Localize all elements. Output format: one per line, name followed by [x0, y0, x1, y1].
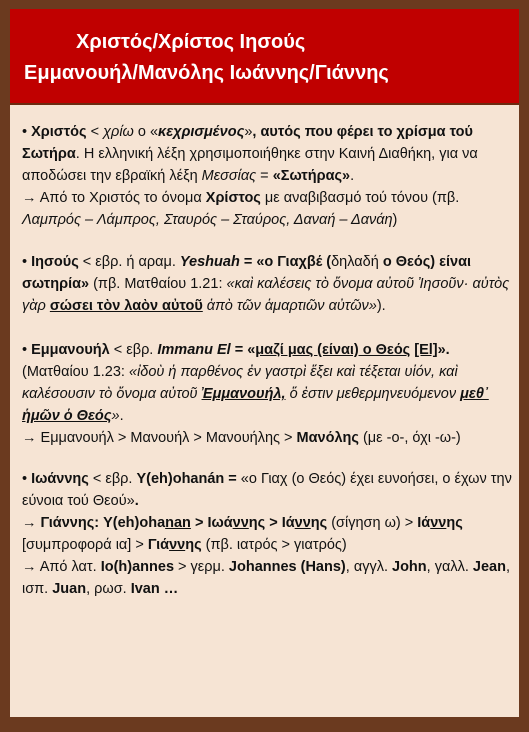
- iesous-definition: • Ιησούς < εβρ. ή αραμ. Yeshuah = «ο Γιαχβέ (δηλαδή ο Θεός) είναι σωτηρία» (πβ. Ματθαίου 1.21: «καὶ καλέσεις τὸ ὄνομα αὐτοῦ Ἰησοῦν· αὐτὸς γὰρ σώσει τὸν λαὸν αὐτοῦ ἀπὸ τῶν ἁμαρτιῶν αὐτῶν»).: [22, 254, 510, 314]
- ioannis-definition: • Ιωάννης < εβρ. Y(eh)ohanán = «ο Γιαχ (ο Θεός) έχει ευνοήσει, ο έχων την εύνοια τού Θεού».: [22, 471, 512, 509]
- name-emmanouil: Εμμανουήλ: [31, 342, 110, 358]
- name-christos: Χριστός: [31, 124, 87, 140]
- christos-definition: • Χριστός < χρίω ο «κεχρισμένος», αυτός που φέρει το χρίσμα τού Σωτήρα. Η ελληνική λέξη χρησιμοποιήθηκε στην Καινή Διαθήκη, για να αποδώσει την εβραϊκή λέξη Μεσσίας = «Σωτήρας».: [22, 124, 478, 184]
- title-line-2: Εμμανουήλ/Μανόλης Ιωάννης/Γιάννης: [24, 62, 389, 84]
- ioannis-international: → Από λατ. Io(h)annes > γερμ. Johannes (Hans), αγγλ. John, γαλλ. Jean, ισπ. Juan, ρωσ. Ivan …: [22, 559, 510, 597]
- giannis-derivation: → Γιάννης: Y(eh)ohanan > Ιωάννης > Ιάννης (σίγηση ω) > Ιάννης [συμπροφορά ια] > Γιάννης (πβ. ιατρός > γιατρός): [22, 515, 463, 553]
- name-manolis: Μανόλης: [296, 430, 359, 446]
- content-body: [22, 121, 512, 600]
- name-christos-stress: Χρίστος: [205, 190, 261, 206]
- name-ioannis: Ιωάννης: [31, 471, 89, 487]
- title-line-1: Χριστός/Χρίστος Ιησούς: [76, 31, 306, 53]
- emmanouil-definition: • Εμμανουήλ < εβρ. Immanu El = «μαζί μας (είναι) ο Θεός [El]». (Ματθαίου 1.23: «ἰδοὺ ἡ παρθένος ἐν γαστρὶ ἕξει καὶ τέξεται υἱόν, καὶ καλέσουσιν τὸ ὄνομα αὐτοῦ Ἐμμανουήλ, ὅ ἐστιν μεθερμηνευόμενον μεθ᾽ ἡμῶν ὁ Θεός».: [22, 342, 489, 424]
- christos-derivation: → Από το Χριστός το όνομα Χρίστος με αναβιβασμό τού τόνου (πβ. Λαμπρός – Λάμπρος, Σταυρός – Σταύρος, Δαναή – Δανάη): [22, 190, 460, 228]
- title-banner: [10, 9, 519, 105]
- name-iesous: Ιησούς: [31, 254, 79, 270]
- emmanouil-derivation: → Εμμανουήλ > Μανουήλ > Μανουήλης > Μανόλης (με -ο-, όχι -ω-): [22, 430, 461, 446]
